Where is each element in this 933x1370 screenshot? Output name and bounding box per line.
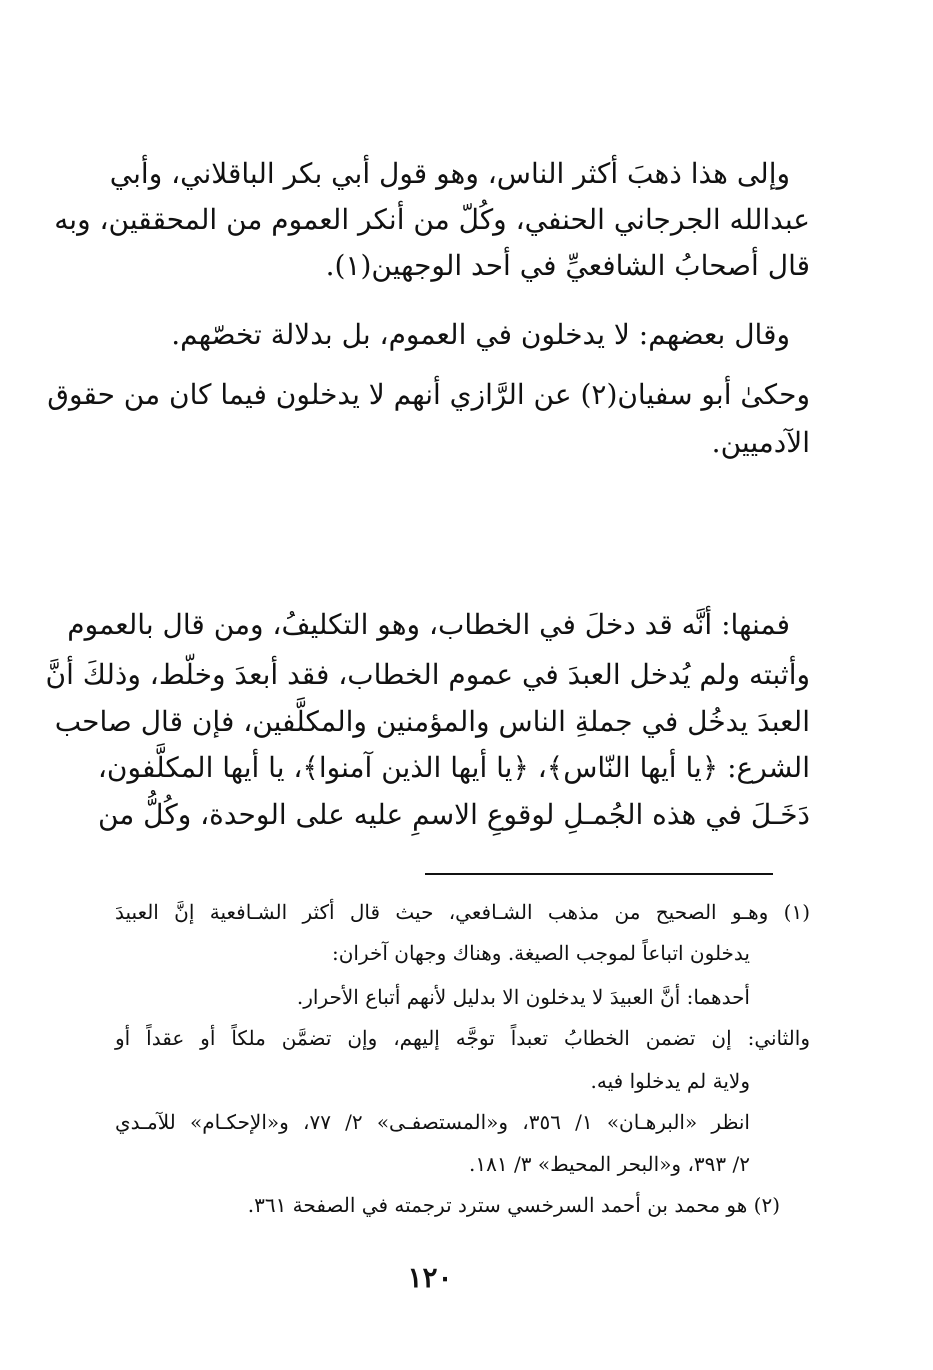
footnote-line: (٢) هو محمد بن أحمد السرخسي سترد ترجمته في الصفحة ٣٦١. [247,1193,780,1217]
footnote-line: ولاية لم يدخلوا فيه. [590,1069,750,1093]
body-line: فمنها: أنَّه قد دخلَ في الخطاب، وهو التكليفُ، ومن قال بالعموم [67,608,790,641]
footnote-line: يدخلون اتباعاً لموجب الصيغة. وهناك وجهان آخران: [331,941,750,965]
body-line: الشرع: ﴿يا أيها النّاس﴾، ﴿يا أيها الذين آمنوا﴾، يا أيها المكلَّفون، [97,751,810,784]
page-number: ١٢٠ [407,1261,453,1294]
body-line: وأثبته ولم يُدخل العبدَ في عموم الخطاب، فقد أبعدَ وخلّط، وذلكَ أنَّ [45,658,810,691]
body-line: الآدميين. [711,426,810,459]
body-line: وإلى هذا ذهبَ أكثر الناس، وهو قول أبي بكر الباقلاني، وأبي [109,157,790,190]
body-line: دَخَـلَ في هذه الجُمـلِ لوقوعِ الاسمِ عليه على الوحدة، وكُلُّ من [97,798,810,831]
footnote-line: والثاني: إن تضمن الخطابُ تعبداً توجَّه إليهم، وإن تضمَّن ملكاً أو عقداً أو [115,1026,810,1050]
footnote-line: انظر «البرهـان» ١/ ٣٥٦، و«المستصفـى» ٢/ ٧٧، و«الإحكـام» للآمـدي [115,1110,750,1134]
footnote-line: أحدهما: أنَّ العبيدَ لا يدخلون الا بدليل لأنهم أتباع الأحرار. [296,985,750,1009]
body-line: وقال بعضهم: لا يدخلون في العموم، بل بدلالة تخصّهم. [171,318,790,351]
body-line: العبدَ يدخُل في جملةِ الناس والمؤمنين والمكلَّفين، فإن قال صاحب [54,705,810,738]
footnote-separator [425,873,773,875]
footnote-line: ٢/ ٣٩٣، و«البحر المحيط» ٣/ ١٨١. [469,1152,750,1176]
body-line: قال أصحابُ الشافعيِّ في أحد الوجهين(١). [325,249,810,282]
footnote-line: (١) وهـو الصحيح من مذهب الشـافعي، حيث قال أكثر الشـافعية إنَّ العبيدَ [115,900,810,924]
body-line: وحكىٰ أبو سفيان(٢) عن الرَّازي أنهم لا يدخلون فيما كان من حقوق [47,378,810,411]
body-line: عبدالله الجرجاني الحنفي، وكُلّ من أنكر العموم من المحققين، وبه [54,203,810,236]
